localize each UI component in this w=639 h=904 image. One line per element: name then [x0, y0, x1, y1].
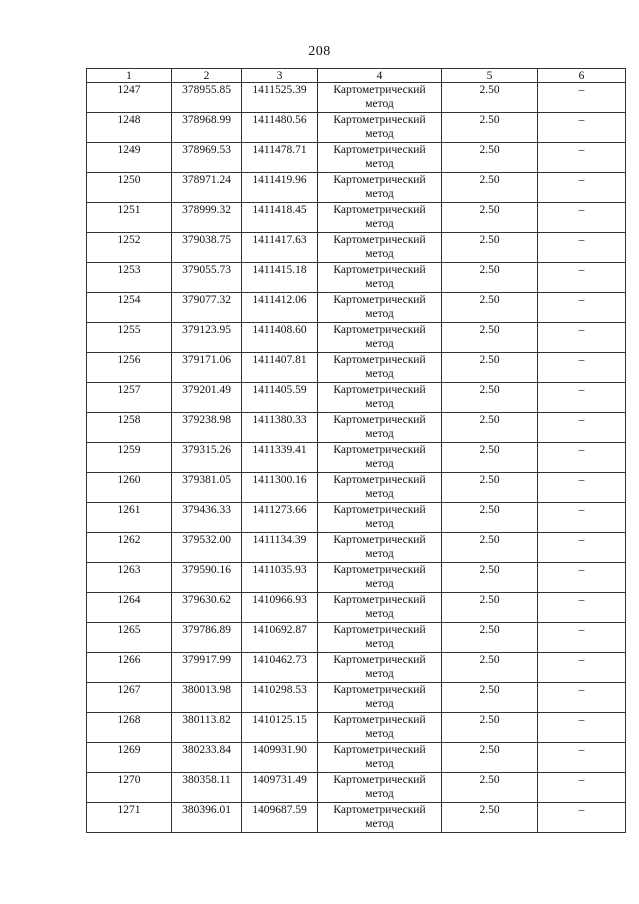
point-number-cell: 1253: [87, 263, 172, 293]
y-coordinate-cell: 1411417.63: [242, 233, 318, 263]
coordinates-table: [86, 68, 626, 833]
method-line-1: Картометрический: [333, 414, 426, 426]
page-number: 208: [308, 44, 331, 59]
x-coordinate-cell: 379590.16: [172, 563, 242, 593]
method-line-2: метод: [365, 518, 394, 530]
point-number-cell: 1271: [87, 803, 172, 833]
point-number-cell: 1268: [87, 713, 172, 743]
method-cell: [318, 503, 442, 533]
point-number-cell: 1249: [87, 143, 172, 173]
table-row: [87, 83, 626, 113]
note-cell: –: [538, 173, 626, 203]
accuracy-cell: 2.50: [442, 533, 538, 563]
x-coordinate-cell: 379630.62: [172, 593, 242, 623]
method-line-1: Картометрический: [333, 384, 426, 396]
method-cell: [318, 293, 442, 323]
x-coordinate-cell: 379381.05: [172, 473, 242, 503]
point-number-cell: 1250: [87, 173, 172, 203]
header-col-1: 1: [87, 69, 172, 83]
table-row: [87, 533, 626, 563]
accuracy-cell: 2.50: [442, 293, 538, 323]
x-coordinate-cell: 379201.49: [172, 383, 242, 413]
point-number-cell: 1257: [87, 383, 172, 413]
method-line-2: метод: [365, 248, 394, 260]
note-cell: –: [538, 743, 626, 773]
header-col-6: 6: [538, 69, 626, 83]
accuracy-cell: 2.50: [442, 473, 538, 503]
note-cell: –: [538, 803, 626, 833]
point-number-cell: 1247: [87, 83, 172, 113]
table-row: [87, 233, 626, 263]
method-line-2: метод: [365, 758, 394, 770]
method-line-1: Картометрический: [333, 144, 426, 156]
note-cell: –: [538, 323, 626, 353]
method-cell: [318, 83, 442, 113]
method-line-2: метод: [365, 488, 394, 500]
table-body: [87, 83, 626, 833]
method-cell: [318, 623, 442, 653]
note-cell: –: [538, 263, 626, 293]
accuracy-cell: 2.50: [442, 563, 538, 593]
note-cell: –: [538, 143, 626, 173]
note-cell: –: [538, 503, 626, 533]
method-line-2: метод: [365, 428, 394, 440]
y-coordinate-cell: 1411380.33: [242, 413, 318, 443]
y-coordinate-cell: 1411480.56: [242, 113, 318, 143]
y-coordinate-cell: 1410966.93: [242, 593, 318, 623]
accuracy-cell: 2.50: [442, 353, 538, 383]
y-coordinate-cell: 1411405.59: [242, 383, 318, 413]
point-number-cell: 1263: [87, 563, 172, 593]
method-line-1: Картометрический: [333, 324, 426, 336]
note-cell: –: [538, 233, 626, 263]
table-row: [87, 203, 626, 233]
y-coordinate-cell: 1409931.90: [242, 743, 318, 773]
method-line-1: Картометрический: [333, 594, 426, 606]
method-line-1: Картометрический: [333, 564, 426, 576]
method-line-2: метод: [365, 608, 394, 620]
point-number-cell: 1266: [87, 653, 172, 683]
table-row: [87, 413, 626, 443]
table-row: [87, 593, 626, 623]
point-number-cell: 1270: [87, 773, 172, 803]
method-cell: [318, 653, 442, 683]
point-number-cell: 1259: [87, 443, 172, 473]
accuracy-cell: 2.50: [442, 383, 538, 413]
method-line-1: Картометрический: [333, 654, 426, 666]
method-line-2: метод: [365, 98, 394, 110]
method-line-1: Картометрический: [333, 354, 426, 366]
method-line-2: метод: [365, 668, 394, 680]
table-row: [87, 443, 626, 473]
x-coordinate-cell: 379532.00: [172, 533, 242, 563]
method-line-1: Картометрический: [333, 714, 426, 726]
accuracy-cell: 2.50: [442, 593, 538, 623]
accuracy-cell: 2.50: [442, 263, 538, 293]
table-row: [87, 263, 626, 293]
note-cell: –: [538, 113, 626, 143]
method-cell: [318, 173, 442, 203]
accuracy-cell: 2.50: [442, 203, 538, 233]
point-number-cell: 1252: [87, 233, 172, 263]
method-cell: [318, 443, 442, 473]
point-number-cell: 1248: [87, 113, 172, 143]
x-coordinate-cell: 379038.75: [172, 233, 242, 263]
x-coordinate-cell: 380396.01: [172, 803, 242, 833]
method-line-2: метод: [365, 308, 394, 320]
note-cell: –: [538, 773, 626, 803]
header-col-2: 2: [172, 69, 242, 83]
point-number-cell: 1260: [87, 473, 172, 503]
y-coordinate-cell: 1411408.60: [242, 323, 318, 353]
method-line-2: метод: [365, 638, 394, 650]
method-line-1: Картометрический: [333, 744, 426, 756]
point-number-cell: 1261: [87, 503, 172, 533]
method-line-2: метод: [365, 788, 394, 800]
method-line-2: метод: [365, 218, 394, 230]
method-cell: [318, 233, 442, 263]
point-number-cell: 1258: [87, 413, 172, 443]
note-cell: –: [538, 83, 626, 113]
method-line-1: Картометрический: [333, 174, 426, 186]
method-line-2: метод: [365, 278, 394, 290]
method-line-1: Картометрический: [333, 804, 426, 816]
x-coordinate-cell: 378969.53: [172, 143, 242, 173]
accuracy-cell: 2.50: [442, 323, 538, 353]
method-cell: [318, 383, 442, 413]
x-coordinate-cell: 380013.98: [172, 683, 242, 713]
table-row: [87, 293, 626, 323]
note-cell: –: [538, 533, 626, 563]
method-cell: [318, 113, 442, 143]
note-cell: –: [538, 653, 626, 683]
y-coordinate-cell: 1410692.87: [242, 623, 318, 653]
table-row: [87, 623, 626, 653]
method-cell: [318, 323, 442, 353]
accuracy-cell: 2.50: [442, 233, 538, 263]
method-cell: [318, 743, 442, 773]
y-coordinate-cell: 1410298.53: [242, 683, 318, 713]
x-coordinate-cell: 379238.98: [172, 413, 242, 443]
y-coordinate-cell: 1411418.45: [242, 203, 318, 233]
accuracy-cell: 2.50: [442, 743, 538, 773]
method-line-2: метод: [365, 398, 394, 410]
x-coordinate-cell: 378968.99: [172, 113, 242, 143]
y-coordinate-cell: 1410462.73: [242, 653, 318, 683]
method-cell: [318, 263, 442, 293]
y-coordinate-cell: 1411478.71: [242, 143, 318, 173]
table-row: [87, 683, 626, 713]
table-row: [87, 743, 626, 773]
accuracy-cell: 2.50: [442, 653, 538, 683]
note-cell: –: [538, 473, 626, 503]
header-col-4: 4: [318, 69, 442, 83]
method-cell: [318, 143, 442, 173]
method-cell: [318, 713, 442, 743]
y-coordinate-cell: 1409731.49: [242, 773, 318, 803]
accuracy-cell: 2.50: [442, 623, 538, 653]
method-cell: [318, 413, 442, 443]
method-line-2: метод: [365, 128, 394, 140]
table-row: [87, 323, 626, 353]
y-coordinate-cell: 1411525.39: [242, 83, 318, 113]
method-line-1: Картометрический: [333, 774, 426, 786]
method-cell: [318, 203, 442, 233]
point-number-cell: 1264: [87, 593, 172, 623]
point-number-cell: 1267: [87, 683, 172, 713]
accuracy-cell: 2.50: [442, 113, 538, 143]
note-cell: –: [538, 413, 626, 443]
point-number-cell: 1269: [87, 743, 172, 773]
method-line-1: Картометрический: [333, 264, 426, 276]
method-line-1: Картометрический: [333, 204, 426, 216]
note-cell: –: [538, 593, 626, 623]
note-cell: –: [538, 293, 626, 323]
x-coordinate-cell: 380358.11: [172, 773, 242, 803]
y-coordinate-cell: 1409687.59: [242, 803, 318, 833]
table-row: [87, 653, 626, 683]
x-coordinate-cell: 379315.26: [172, 443, 242, 473]
method-line-2: метод: [365, 578, 394, 590]
method-line-1: Картометрический: [333, 294, 426, 306]
method-line-1: Картометрический: [333, 684, 426, 696]
table-row: [87, 473, 626, 503]
method-line-1: Картометрический: [333, 444, 426, 456]
y-coordinate-cell: 1411407.81: [242, 353, 318, 383]
method-line-2: метод: [365, 368, 394, 380]
x-coordinate-cell: 379077.32: [172, 293, 242, 323]
table-row: [87, 143, 626, 173]
y-coordinate-cell: 1411300.16: [242, 473, 318, 503]
table-row: [87, 563, 626, 593]
table-row: [87, 713, 626, 743]
x-coordinate-cell: 379171.06: [172, 353, 242, 383]
accuracy-cell: 2.50: [442, 713, 538, 743]
method-line-2: метод: [365, 458, 394, 470]
accuracy-cell: 2.50: [442, 143, 538, 173]
method-cell: [318, 773, 442, 803]
method-line-1: Картометрический: [333, 114, 426, 126]
method-line-1: Картометрический: [333, 84, 426, 96]
table-row: [87, 173, 626, 203]
method-cell: [318, 473, 442, 503]
method-line-2: метод: [365, 188, 394, 200]
y-coordinate-cell: 1411273.66: [242, 503, 318, 533]
accuracy-cell: 2.50: [442, 773, 538, 803]
x-coordinate-cell: 378971.24: [172, 173, 242, 203]
note-cell: –: [538, 353, 626, 383]
table-row: [87, 803, 626, 833]
method-cell: [318, 803, 442, 833]
method-line-2: метод: [365, 728, 394, 740]
note-cell: –: [538, 383, 626, 413]
x-coordinate-cell: 380113.82: [172, 713, 242, 743]
x-coordinate-cell: 380233.84: [172, 743, 242, 773]
table-row: [87, 383, 626, 413]
x-coordinate-cell: 379786.89: [172, 623, 242, 653]
y-coordinate-cell: 1411134.39: [242, 533, 318, 563]
table-row: [87, 503, 626, 533]
note-cell: –: [538, 683, 626, 713]
method-line-2: метод: [365, 158, 394, 170]
x-coordinate-cell: 378955.85: [172, 83, 242, 113]
header-col-3: 3: [242, 69, 318, 83]
accuracy-cell: 2.50: [442, 443, 538, 473]
accuracy-cell: 2.50: [442, 803, 538, 833]
table-row: [87, 773, 626, 803]
point-number-cell: 1265: [87, 623, 172, 653]
method-cell: [318, 593, 442, 623]
method-line-2: метод: [365, 548, 394, 560]
method-cell: [318, 563, 442, 593]
x-coordinate-cell: 378999.32: [172, 203, 242, 233]
point-number-cell: 1256: [87, 353, 172, 383]
method-line-1: Картометрический: [333, 234, 426, 246]
method-line-1: Картометрический: [333, 624, 426, 636]
method-line-2: метод: [365, 698, 394, 710]
method-line-1: Картометрический: [333, 534, 426, 546]
x-coordinate-cell: 379123.95: [172, 323, 242, 353]
y-coordinate-cell: 1411035.93: [242, 563, 318, 593]
y-coordinate-cell: 1411415.18: [242, 263, 318, 293]
note-cell: –: [538, 203, 626, 233]
note-cell: –: [538, 713, 626, 743]
y-coordinate-cell: 1410125.15: [242, 713, 318, 743]
y-coordinate-cell: 1411419.96: [242, 173, 318, 203]
x-coordinate-cell: 379917.99: [172, 653, 242, 683]
point-number-cell: 1251: [87, 203, 172, 233]
point-number-cell: 1254: [87, 293, 172, 323]
table-row: [87, 113, 626, 143]
accuracy-cell: 2.50: [442, 173, 538, 203]
accuracy-cell: 2.50: [442, 83, 538, 113]
accuracy-cell: 2.50: [442, 503, 538, 533]
accuracy-cell: 2.50: [442, 413, 538, 443]
method-line-2: метод: [365, 818, 394, 830]
method-line-1: Картометрический: [333, 474, 426, 486]
header-col-5: 5: [442, 69, 538, 83]
point-number-cell: 1262: [87, 533, 172, 563]
method-cell: [318, 533, 442, 563]
method-cell: [318, 683, 442, 713]
y-coordinate-cell: 1411412.06: [242, 293, 318, 323]
x-coordinate-cell: 379436.33: [172, 503, 242, 533]
table-row: [87, 353, 626, 383]
x-coordinate-cell: 379055.73: [172, 263, 242, 293]
y-coordinate-cell: 1411339.41: [242, 443, 318, 473]
method-cell: [318, 353, 442, 383]
point-number-cell: 1255: [87, 323, 172, 353]
method-line-2: метод: [365, 338, 394, 350]
accuracy-cell: 2.50: [442, 683, 538, 713]
note-cell: –: [538, 623, 626, 653]
note-cell: –: [538, 443, 626, 473]
method-line-1: Картометрический: [333, 504, 426, 516]
header-row: [87, 69, 626, 83]
note-cell: –: [538, 563, 626, 593]
